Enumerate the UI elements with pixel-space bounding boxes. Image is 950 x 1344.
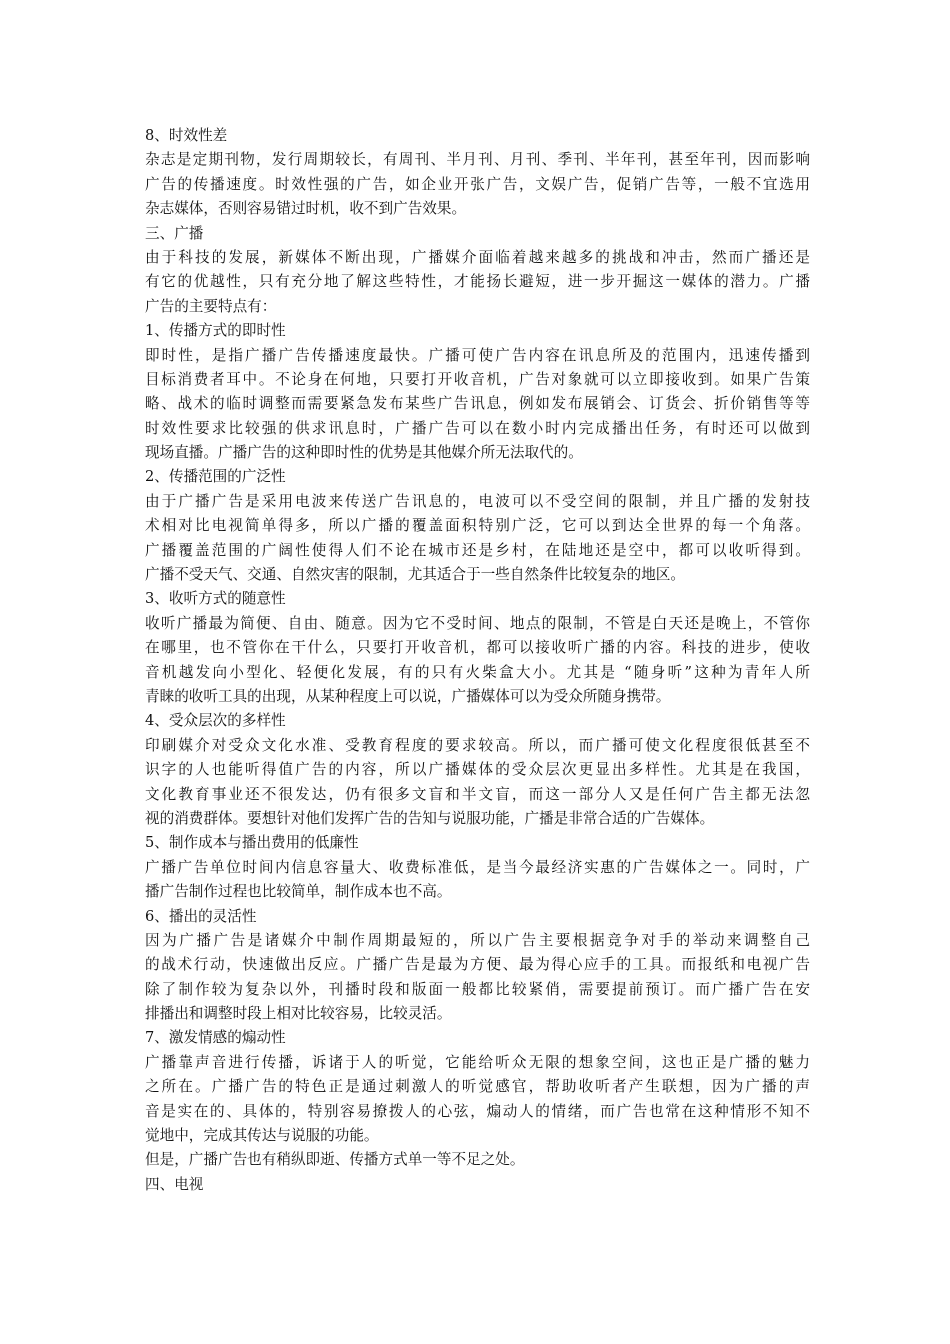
paragraph-line: 排播出和调整时段上相对比较容易，比较灵活。 (145, 1005, 452, 1023)
paragraph-line: 现场直播。广播广告的这种即时性的优势是其他媒介所无法取代的。 (145, 444, 583, 462)
section-heading: 三、广播 (145, 224, 204, 242)
paragraph-line: 识字的人也能听得值广告的内容，所以广播媒体的受众层次更显出多样性。尤其是在我国， (145, 761, 810, 779)
section-heading: 3、收听方式的随意性 (145, 590, 286, 608)
paragraph-line: 广播覆盖范围的广阔性使得人们不论在城市还是乡村，在陆地还是空中，都可以收听得到。 (145, 541, 810, 559)
paragraph-line: 时效性要求比较强的供求讯息时，广播广告可以在数小时内完成播出任务，有时还可以做到 (145, 419, 810, 437)
section-heading: 四、电视 (145, 1175, 204, 1193)
section-heading: 6、播出的灵活性 (145, 907, 257, 925)
paragraph-line: 的战术行动，快速做出反应。广播广告是最为方便、最为得心应手的工具。而报纸和电视广告 (145, 956, 810, 974)
paragraph-line: 之所在。广播广告的特色正是通过刺激人的听觉感官，帮助收听者产生联想，因为广播的声 (145, 1078, 810, 1096)
paragraph-line: 广播广告单位时间内信息容量大、收费标准低，是当今最经济实惠的广告媒体之一。同时，广 (145, 858, 810, 876)
section-heading: 8、时效性差 (145, 127, 228, 144)
paragraph-line: 术相对比电视简单得多，所以广播的覆盖面积特别广泛，它可以到达全世界的每一个角落。 (145, 517, 810, 535)
section-heading: 7、激发情感的煽动性 (145, 1029, 286, 1047)
paragraph-line: 广告的传播速度。时效性强的广告，如企业开张广告，文娱广告，促销广告等，一般不宜选用 (145, 175, 810, 193)
paragraph-line: 在哪里，也不管你在干什么，只要打开收音机，都可以接收听广播的内容。科技的进步，使收 (145, 639, 810, 657)
paragraph-line: 由于科技的发展，新媒体不断出现，广播媒介面临着越来越多的挑战和冲击，然而广播还是 (145, 248, 810, 266)
paragraph-line: 觉地中，完成其传达与说服的功能。 (145, 1127, 379, 1145)
paragraph-line: 文化教育事业还不很发达，仍有很多文盲和半文盲，而这一部分人又是任何广告主都无法忽 (145, 785, 810, 803)
paragraph-line: 青睐的收听工具的出现，从某种程度上可以说，广播媒体可以为受众所随身携带。 (145, 687, 671, 705)
paragraph-line: 广播不受天气、交通、自然灾害的限制，尤其适合于一些自然条件比较复杂的地区。 (145, 566, 685, 584)
section-heading: 2、传播范围的广泛性 (145, 468, 286, 486)
document-page (145, 124, 810, 1197)
paragraph-line: 视的消费群体。要想针对他们发挥广告的告知与说服功能，广播是非常合适的广告媒体。 (145, 809, 715, 827)
paragraph-line: 广告的主要特点有： (145, 297, 277, 315)
paragraph-line: 播广告制作过程也比较简单，制作成本也不高。 (145, 883, 452, 901)
paragraph-line: 收听广播最为简便、自由、随意。因为它不受时间、地点的限制，不管是白天还是晚上，不管你 (145, 614, 810, 632)
paragraph-line: 有它的优越性，只有充分地了解这些特性，才能扬长避短，进一步开掘这一媒体的潜力。广播 (145, 273, 810, 291)
section-heading: 4、受众层次的多样性 (145, 712, 286, 730)
paragraph-line: 印刷媒介对受众文化水准、受教育程度的要求较高。所以，而广播可使文化程度很低甚至不 (145, 736, 810, 754)
paragraph-line: 杂志媒体，否则容易错过时机，收不到广告效果。 (145, 200, 467, 218)
paragraph-line: 音机越发向小型化、轻便化发展，有的只有火柴盒大小。尤其是 “随身听”这种为青年人所 (145, 663, 810, 681)
paragraph-line: 因为广播广告是诸媒介中制作周期最短的，所以广告主要根据竞争对手的举动来调整自己 (145, 931, 810, 949)
paragraph-line: 但是，广播广告也有稍纵即逝、传播方式单一等不足之处。 (145, 1151, 525, 1169)
paragraph-line: 略、战术的临时调整而需要紧急发布某些广告讯息，例如发布展销会、订货会、折价销售等等 (145, 395, 810, 413)
paragraph-line: 除了制作较为复杂以外，刊播时段和版面一般都比较紧俏，需要提前预订。而广播广告在安 (145, 980, 810, 998)
paragraph-line: 即时性，是指广播广告传播速度最快。广播可使广告内容在讯息所及的范围内，迅速传播到 (145, 346, 810, 364)
section-heading: 5、制作成本与播出费用的低廉性 (145, 834, 359, 852)
paragraph-line: 目标消费者耳中。不论身在何地，只要打开收音机，广告对象就可以立即接收到。如果广告策 (145, 370, 810, 388)
section-heading: 1、传播方式的即时性 (145, 322, 286, 340)
paragraph-line: 广播靠声音进行传播，诉诸于人的听觉，它能给听众无限的想象空间，这也正是广播的魅力 (145, 1053, 810, 1071)
paragraph-line: 由于广播广告是采用电波来传送广告讯息的，电波可以不受空间的限制，并且广播的发射技 (145, 492, 810, 510)
paragraph-line: 杂志是定期刊物，发行周期较长，有周刊、半月刊、月刊、季刊、半年刊，甚至年刊，因而影响 (145, 151, 810, 169)
paragraph-line: 音是实在的、具体的，特别容易撩拨人的心弦，煽动人的情绪，而广告也常在这种情形不知不 (145, 1102, 810, 1120)
